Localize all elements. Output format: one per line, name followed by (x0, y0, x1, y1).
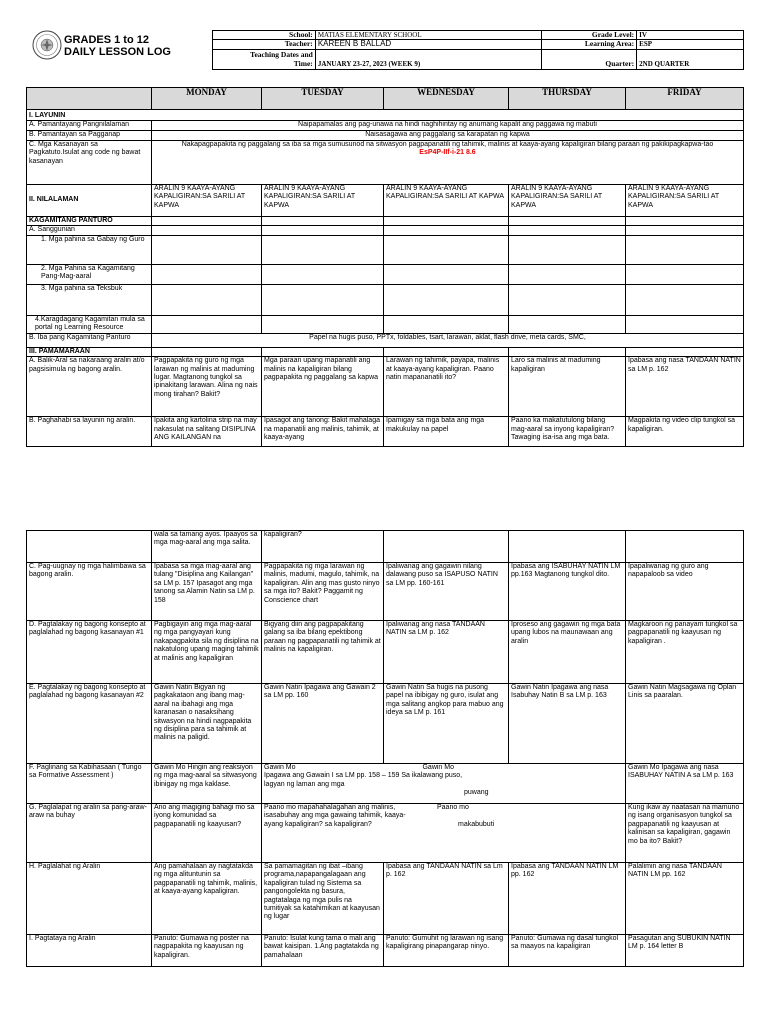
quarter: 2ND QUARTER (637, 49, 744, 69)
balik-aral-thursday: Laro sa malinis at maduming kapaligiran (509, 357, 626, 417)
paglinang-gawin-mo-row (264, 764, 454, 772)
paglalapat-friday: Kung ikaw ay naatasan na mamuno ng isang organisasyon tungkol sa pagpapanatili ng kaayusan at kalinisan sa kapaligiran, gagawin mo ba ito? Bakit? (626, 804, 744, 863)
area-label: Learning Area: (542, 40, 637, 49)
nilalaman-monday: ARALIN 9 KAAYA-AYANG KAPALIGIRAN:SA SARILI AT KAPWA (152, 185, 262, 217)
row-label-pamantayan-sa-pagganap: B. Pamantayan sa Pagganap (27, 131, 152, 141)
deped-seal (32, 30, 62, 60)
paghahabi-cont-thursday (509, 531, 626, 563)
lesson-log-table-page1 (26, 87, 744, 447)
day-header-tuesday: TUESDAY (262, 88, 384, 110)
paglalahat-thursday: Ipabasa ang TANDAAN NATIN LM pp. 162 (509, 863, 626, 935)
paglalapat-tue-thu (262, 804, 626, 863)
pagtalakay-2-friday: Gawin Natin Magsagawa ng Oplan Linis sa paaralan. (626, 684, 744, 764)
teacher-name: KAREEN B BALLAD (315, 40, 542, 49)
day-header-monday: MONDAY (152, 88, 262, 110)
kasanayan-text: Nakapagpapakita ng paggalang sa iba sa mga sumusunod na sitwasyon pagpapanatili ng tahimik, malinis at kaaya-ayang kapaligiran bilang paraan ng pakikipagkapwa-tao (181, 141, 714, 148)
dates-label (213, 49, 316, 69)
paglalahat-wednesday: Ipabasa ang TANDAAN NATIN sa Lm p. 162 (384, 863, 509, 935)
dll-title (64, 34, 171, 58)
school-name: MATIAS ELEMENTARY SCHOOL (315, 31, 542, 40)
competency-code: EsP4P-IIf-i-21 8.6 (419, 149, 476, 157)
pagtalakay-2-tuesday: Gawin Natin Ipagawa ang Gawain 2 sa LM pp. 160 (262, 684, 384, 764)
paglinang-tue-thu (262, 764, 626, 804)
row-label-teksbuk: 3. Mga pahina sa Teksbuk (27, 284, 152, 315)
pagtataya-thursday: Panuto: Gumawa ng dasal tungkol sa maayos na kapaligiran (509, 935, 626, 967)
section-layunin: I. LAYUNIN (27, 110, 744, 121)
paglinang-monday: Gawin Mo Hingin ang reaksiyon ng mga mag-aaral sa sitwasyong ibinigay ng mga kaklase. (152, 764, 262, 804)
paglalapat-paano-mo: Paano mo (437, 804, 469, 811)
lesson-log-table-page2 (26, 530, 744, 967)
nilalaman-wednesday: ARALIN 9 KAAYA-AYANG KAPALIGIRAN:SA SARILI AT KAPWA (384, 185, 509, 217)
grade-label: Grade Level: (542, 31, 637, 40)
pagtataya-monday: Panuto: Gumawa ng poster na nagpapakita ng kaayusan ng kapaligiran. (152, 935, 262, 967)
paglinang-wednesday-title: Gawin Mo (422, 764, 454, 771)
pagtalakay-2-wednesday: Gawin Natin Sa hugis na pusong papel na ibibigay ng guro, isulat ang mga salitang angkop para mabuo ang ideya sa LM p. 161 (384, 684, 509, 764)
row-label-kagamitang-panturo: KAGAMITANG PANTURO (27, 217, 152, 226)
grade-level: IV (637, 31, 744, 40)
row-label-paghahabi: B. Paghahabi sa layunin ng aralin. (27, 417, 152, 447)
school-label: School: (213, 31, 316, 40)
day-header-friday: FRIDAY (626, 88, 744, 110)
pagtalakay-1-monday: Pagbigayin ang mga mag-aaral ng mga pangyayari kung nakapagpakita sila ng disiplina na nakatulong upang maging tahimik at malinis ang kapaligiran (152, 621, 262, 684)
dates-label-line1: Teaching Dates and (250, 49, 313, 59)
teaching-dates: JANUARY 23-27, 2023 (WEEK 9) (315, 49, 542, 69)
row-label-pagtalakay-2: E. Pagtalakay ng bagong konsepto at paglalahad ng bagong kasanayan #2 (27, 684, 152, 764)
row-label-paglalahat: H. Paglalahat ng Aralin (27, 863, 152, 935)
row-label-sanggunian: A. Sanggunian (27, 226, 152, 235)
pag-uugnay-monday: Ipabasa sa mga mag-aaral ang tulang "Disiplina ang Kailangan" sa LM p. 157 Ipasagot ang mga tanong sa Alamin Natin sa LM p. 158 (152, 563, 262, 621)
pagtalakay-2-monday: Gawin Natin Bigyan ng pagkakataon ang ibang mag-aaral na ibahagi ang mga karanasan o nasaksihang sitwasyon na hindi nagpapakita ng disiplina para sa tahimik at malinis na paligid. (152, 684, 262, 764)
kasanayan-cell (152, 141, 744, 185)
day-header-wednesday: WEDNESDAY (384, 88, 509, 110)
row-label-kagamitang-mag-aaral: 2. Mga Pahina sa Kagamitang Pang-Mag-aaral (27, 264, 152, 284)
row-label-nilalaman: II. NILALAMAN (27, 185, 152, 217)
balik-aral-monday: Pagpapakita ng guro ng mga larawan ng malinis at maduming lugar. Magtanong tungkol sa ipinakitang larawan. Alina ng nais mong tirahan? Bakit? (152, 357, 262, 417)
nilalaman-tuesday: ARALIN 9 KAAYA-AYANG KAPALIGIRAN:SA SARILI AT KAPWA (262, 185, 384, 217)
row-label-pagtataya: I. Pagtataya ng Aralin (27, 935, 152, 967)
pagtalakay-1-wednesday: Ipaliwanag ang nasa TANDAAN NATIN sa LM p. 162 (384, 621, 509, 684)
nilalaman-thursday: ARALIN 9 KAAYA-AYANG KAPALIGIRAN:SA SARILI AT KAPWA (509, 185, 626, 217)
paglalapat-tue-wed-text: Paano mo mapahahalagahan ang malinis, isasabuhay ang mga gawaing tahimik, kaaya-ayang kapaligiran? sa kapaligiran? (264, 804, 406, 828)
paglalahat-monday: Ang pamahalaan ay nagtatakda ng mga alituntunin sa pagpapanatili ng tahimik, malinis, at kaaya-ayang kapaligiran. (152, 863, 262, 935)
row-label-pamantayang-pangnilalaman: A. Pamantayang Pangnilalaman (27, 121, 152, 131)
paghahabi-cont-wednesday (384, 531, 509, 563)
pagtalakay-2-thursday: Gawin Natin Ipagawa ang nasa Isabuhay Natin B sa LM p. 163 (509, 684, 626, 764)
paghahabi-wednesday: Ipamigay sa mga bata ang mga makukulay na papel (384, 417, 509, 447)
section-pamamaraan: III. PAMAMARAAN (27, 347, 152, 356)
paglinang-tuesday-title: Gawin Mo (264, 764, 296, 771)
paglinang-friday: Gawin Mo Ipagawa ang nasa ISABUHAY NATIN A sa LM p. 163 (626, 764, 744, 804)
quarter-label: Quarter: (542, 49, 637, 69)
pamantayan-sa-pagganap-text: Naisasagawa ang paggalang sa karapatan ng kapwa (152, 131, 744, 141)
pagtataya-wednesday: Panuto: Gumuhit ng larawan ng isang kapaligirang pinapangarap ninyo. (384, 935, 509, 967)
balik-aral-wednesday: Larawan ng tahimik, payapa, malinis at kaaya-ayang kapaligiran. Paano natin mapananatili ito? (384, 357, 509, 417)
row-label-pag-uugnay: C. Pag-uugnay ng mga halimbawa sa bagong aralin. (27, 563, 152, 621)
dll-title-line2: DAILY LESSON LOG (64, 46, 171, 58)
header-info-table (212, 30, 744, 70)
paghahabi-monday: Ipakita ang kartolina strip na may nakasulat na salitang DISIPLINA ANG KAILANGAN na (152, 417, 262, 447)
day-header-thursday: THURSDAY (509, 88, 626, 110)
pagtataya-tuesday: Panuto: Isulat kung tama o mali ang bawat kaisipan. 1.Ang pagtatakda ng pamahalaan (262, 935, 384, 967)
row-label-paglinang: F. Paglinang sa Kabihasaan ( Tungo sa Formative Assessment ) (27, 764, 152, 804)
paglinang-tue-wed-text: Ipagawa ang Gawain I sa LM pp. 158 – 159 Sa ikalawang puso, lagyan ng laman ang mga (264, 772, 463, 788)
pag-uugnay-tuesday: Pagpapakita ng mga larawan ng malinis, madumi, magulo, tahimik, na kapaligiran. Alin ang mas gusto ninyo sa mga ito? Bakit? Paggamit ng Conscience chart (262, 563, 384, 621)
teacher-label: Teacher: (213, 40, 316, 49)
row-label-paglalapat: G. Paglalapat ng aralin sa pang-araw-araw na buhay (27, 804, 152, 863)
corner-cell (27, 88, 152, 110)
balik-aral-friday: Ipabasa ang nasa TANDAAN NATIN sa LM p. 162 (626, 357, 744, 417)
paghahabi-friday: Magpakita ng video clip tungkol sa kapaligiran. (626, 417, 744, 447)
pag-uugnay-thursday: Ipabasa ang ISABUHAY NATIN LM pp.163 Magtanong tungkol dito. (509, 563, 626, 621)
row-label-karagdagang-kagamitan: 4.Karagdagang Kagamitan mula sa portal ng Learning Resource (27, 315, 152, 333)
nilalaman-friday: ARALIN 9 KAAYA-AYANG KAPALIGIRAN:SA SARILI AT KAPWA (626, 185, 744, 217)
paghahabi-tuesday: Ipasagot ang tanong: Bakit mahalaga na mapanatili ang malinis, tahimik, at kaaya-ayang (262, 417, 384, 447)
paglalahat-tuesday: Sa pamamagitan ng ibat –ibang programa,napapangalagaan ang kapaligiran tulad ng Sistema sa pangongolekta ng basura, pagtatalaga ng mga pulis na tumitiyak sa katahimikan at kaayusan ng lugar (262, 863, 384, 935)
pag-uugnay-friday: Ipapaliwanag ng guro ang napapaloob sa video (626, 563, 744, 621)
pagtalakay-1-tuesday: Bigyang diin ang pagpapakitang galang sa iba bilang epektibong paraan ng pagpapanatili ng tahimik at malinis na kapaligiran. (262, 621, 384, 684)
dll-title-line1: GRADES 1 to 12 (64, 34, 149, 46)
paglalapat-makabubuti: makabubuti (458, 821, 495, 828)
row-label-pagtalakay-1: D. Pagtalakay ng bagong konsepto at paglalahad ng bagong kasanayan #1 (27, 621, 152, 684)
learning-area: ESP (637, 40, 744, 49)
pagtalakay-1-thursday: Iproseso ang gagawin ng mga bata upang lubos na maunawaan ang aralin (509, 621, 626, 684)
pagtataya-friday: Pasagutan ang SUBUKIN NATIN LM p. 164 letter B (626, 935, 744, 967)
dates-label-line2: Time: (293, 58, 313, 68)
iba-pang-kagamitan-text: Papel na hugis puso, PPTx, foldables, tsart, larawan, aklat, flash drive, meta cards, SMC, (152, 333, 744, 347)
paghahabi-cont-monday: wala sa tamang ayos. Ipaayos sa mga mag-aaral ang mga salita. (152, 531, 262, 563)
pag-uugnay-wednesday: Ipaliwanag ang gagawin nilang dalawang puso sa ISAPUSO NATIN sa LM pp. 160-161 (384, 563, 509, 621)
paglalapat-monday: Ano ang magiging bahagi mo sa iyong komunidad sa pagpapanatili ng kaayusan? (152, 804, 262, 863)
row-label-iba-pang-kagamitan: B. Iba pang Kagamitang Panturo (27, 333, 152, 347)
balik-aral-tuesday: Mga paraan upang mapanatili ang malinis na kapaligiran bilang pagpapakita ng paggalang sa kapwa (262, 357, 384, 417)
paghahabi-cont-friday (626, 531, 744, 563)
row-label-kasanayan: C. Mga Kasanayan sa Pagkatuto.Isulat ang code ng bawat kasanayan (27, 141, 152, 185)
row-label-balik-aral: A. Balik-Aral sa nakaraang aralin at/o pagsisimula ng bagong aralin. (27, 357, 152, 417)
paglinang-puwang: puwang (464, 789, 489, 797)
row-label-gabay-ng-guro: 1. Mga pahina sa Gabay ng Guro (27, 235, 152, 264)
paghahabi-cont-tuesday: kapaligiran? (262, 531, 384, 563)
pamantayang-pangnilalaman-text: Naipapamalas ang pag-unawa na hindi naghihintay ng anumang kapalit ang paggawa ng mabuti (152, 121, 744, 131)
pagtalakay-1-friday: Magkaroon ng panayam tungkol sa pagpapanatili ng kaayusan ng kapaligiran . (626, 621, 744, 684)
paghahabi-thursday: Paano ka makatutulong bilang mag-aaral sa inyong kapaligiran? Tawaging isa-isa ang mga bata. (509, 417, 626, 447)
paglalahat-friday: Palalimin ang nasa TANDAAN NATIN LM pp. 162 (626, 863, 744, 935)
